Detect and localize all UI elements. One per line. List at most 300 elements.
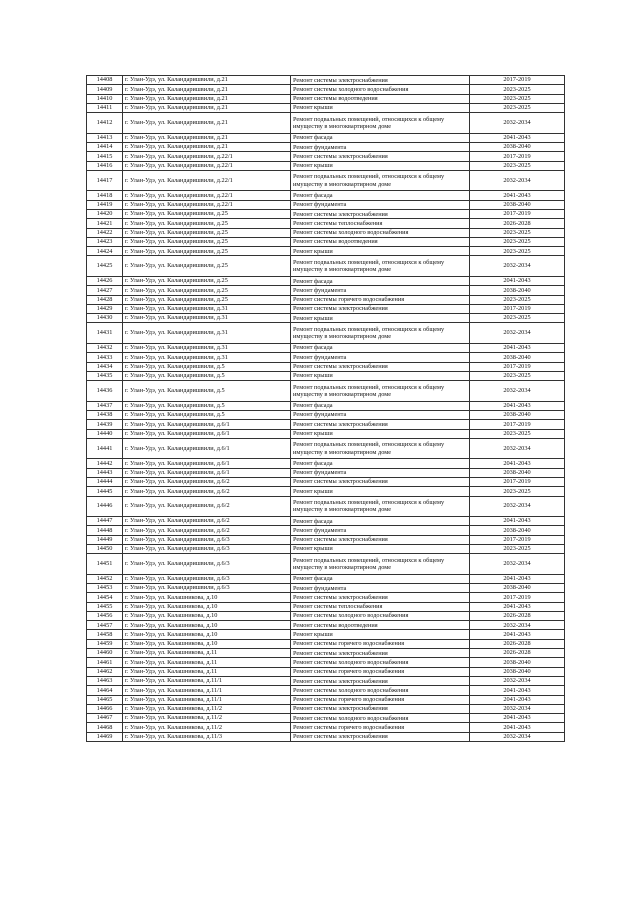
period-cell: 2041-2043	[470, 630, 565, 639]
period-cell: 2026-2028	[470, 649, 565, 658]
work-type-cell: Ремонт системы электроснабжения	[291, 362, 470, 371]
table-row	[87, 276, 565, 285]
address-cell: г. Улан-Удэ, ул. Каландаришвили, д.21	[123, 85, 291, 94]
table-row	[87, 468, 565, 477]
address-cell: г. Улан-Удэ, ул. Каландаришвили, д.6/2	[123, 496, 291, 517]
row-number-cell: 14464	[87, 686, 123, 695]
table-row	[87, 228, 565, 237]
table-row	[87, 535, 565, 544]
row-number-cell: 14454	[87, 593, 123, 602]
table-row	[87, 574, 565, 583]
row-number-cell: 14416	[87, 161, 123, 170]
table-body	[87, 76, 565, 742]
row-number-cell: 14431	[87, 323, 123, 344]
table-row	[87, 621, 565, 630]
address-cell: г. Улан-Удэ, ул. Каландаришвили, д.22/1	[123, 152, 291, 161]
period-cell: 2026-2028	[470, 639, 565, 648]
period-cell: 2032-2034	[470, 256, 565, 277]
row-number-cell: 14449	[87, 535, 123, 544]
work-type-cell: Ремонт крыши	[291, 103, 470, 112]
work-type-cell: Ремонт системы холодного водоснабжения	[291, 85, 470, 94]
row-number-cell: 14410	[87, 94, 123, 103]
work-type-cell: Ремонт фасада	[291, 517, 470, 526]
period-cell: 2017-2019	[470, 209, 565, 218]
work-type-cell: Ремонт системы электроснабжения	[291, 477, 470, 486]
table-row	[87, 191, 565, 200]
work-type-cell: Ремонт системы холодного водоснабжения	[291, 228, 470, 237]
row-number-cell: 14423	[87, 237, 123, 246]
table-row	[87, 133, 565, 142]
work-type-cell: Ремонт крыши	[291, 371, 470, 380]
period-cell: 2041-2043	[470, 695, 565, 704]
table-row	[87, 362, 565, 371]
table-row	[87, 219, 565, 228]
row-number-cell: 14444	[87, 477, 123, 486]
address-cell: г. Улан-Удэ, ул. Каландаришвили, д.6/3	[123, 535, 291, 544]
table-row	[87, 161, 565, 170]
work-type-cell: Ремонт системы электроснабжения	[291, 593, 470, 602]
address-cell: г. Улан-Удэ, ул. Каландаришвили, д.6/3	[123, 574, 291, 583]
address-cell: г. Улан-Удэ, ул. Калашникова, д.11/1	[123, 686, 291, 695]
row-number-cell: 14458	[87, 630, 123, 639]
work-type-cell: Ремонт системы холодного водоснабжения	[291, 686, 470, 695]
row-number-cell: 14426	[87, 276, 123, 285]
work-type-cell: Ремонт системы электроснабжения	[291, 676, 470, 685]
address-cell: г. Улан-Удэ, ул. Каландаришвили, д.21	[123, 133, 291, 142]
address-cell: г. Улан-Удэ, ул. Каландаришвили, д.6/3	[123, 544, 291, 553]
address-cell: г. Улан-Удэ, ул. Каландаришвили, д.5	[123, 371, 291, 380]
address-cell: г. Улан-Удэ, ул. Калашникова, д.10	[123, 639, 291, 648]
work-type-cell: Ремонт фундамента	[291, 200, 470, 209]
row-number-cell: 14438	[87, 410, 123, 419]
address-cell: г. Улан-Удэ, ул. Каландаришвили, д.25	[123, 219, 291, 228]
work-type-cell: Ремонт системы водоотведения	[291, 621, 470, 630]
work-type-cell: Ремонт крыши	[291, 630, 470, 639]
work-type-cell: Ремонт подвальных помещений, относящихся к общему имуществу в многоквартирном доме	[291, 256, 470, 277]
repair-schedule-table	[86, 75, 565, 742]
period-cell: 2038-2040	[470, 410, 565, 419]
period-cell: 2032-2034	[470, 496, 565, 517]
period-cell: 2041-2043	[470, 459, 565, 468]
row-number-cell: 14452	[87, 574, 123, 583]
address-cell: г. Улан-Удэ, ул. Каландаришвили, д.22/1	[123, 170, 291, 191]
table-row	[87, 401, 565, 410]
address-cell: г. Улан-Удэ, ул. Каландаришвили, д.6/1	[123, 459, 291, 468]
table-row	[87, 286, 565, 295]
row-number-cell: 14413	[87, 133, 123, 142]
table-row	[87, 247, 565, 256]
period-cell: 2032-2034	[470, 554, 565, 575]
period-cell: 2041-2043	[470, 723, 565, 732]
period-cell: 2023-2025	[470, 161, 565, 170]
table-row	[87, 658, 565, 667]
period-cell: 2041-2043	[470, 343, 565, 352]
period-cell: 2032-2034	[470, 170, 565, 191]
address-cell: г. Улан-Удэ, ул. Каландаришвили, д.21	[123, 103, 291, 112]
period-cell: 2041-2043	[470, 714, 565, 723]
work-type-cell: Ремонт фасада	[291, 459, 470, 468]
period-cell: 2017-2019	[470, 304, 565, 313]
table-row	[87, 170, 565, 191]
table-row	[87, 583, 565, 592]
work-type-cell: Ремонт крыши	[291, 429, 470, 438]
period-cell: 2017-2019	[470, 420, 565, 429]
work-type-cell: Ремонт крыши	[291, 487, 470, 496]
work-type-cell: Ремонт системы водоотведения	[291, 94, 470, 103]
period-cell: 2032-2034	[470, 676, 565, 685]
period-cell: 2023-2025	[470, 237, 565, 246]
table-row	[87, 496, 565, 517]
table-row	[87, 410, 565, 419]
row-number-cell: 14414	[87, 142, 123, 151]
address-cell: г. Улан-Удэ, ул. Каландаришвили, д.6/3	[123, 554, 291, 575]
work-type-cell: Ремонт фасада	[291, 574, 470, 583]
period-cell: 2017-2019	[470, 152, 565, 161]
address-cell: г. Улан-Удэ, ул. Каландаришвили, д.25	[123, 237, 291, 246]
address-cell: г. Улан-Удэ, ул. Калашникова, д.11/1	[123, 695, 291, 704]
address-cell: г. Улан-Удэ, ул. Каландаришвили, д.22/1	[123, 191, 291, 200]
row-number-cell: 14468	[87, 723, 123, 732]
row-number-cell: 14434	[87, 362, 123, 371]
table-row	[87, 113, 565, 134]
work-type-cell: Ремонт системы горячего водоснабжения	[291, 723, 470, 732]
row-number-cell: 14448	[87, 526, 123, 535]
table-row	[87, 695, 565, 704]
address-cell: г. Улан-Удэ, ул. Каландаришвили, д.5	[123, 381, 291, 402]
period-cell: 2038-2040	[470, 353, 565, 362]
address-cell: г. Улан-Удэ, ул. Каландаришвили, д.21	[123, 142, 291, 151]
address-cell: г. Улан-Удэ, ул. Калашникова, д.10	[123, 630, 291, 639]
period-cell: 2038-2040	[470, 667, 565, 676]
work-type-cell: Ремонт системы горячего водоснабжения	[291, 695, 470, 704]
work-type-cell: Ремонт подвальных помещений, относящихся к общему имуществу в многоквартирном доме	[291, 438, 470, 459]
work-type-cell: Ремонт системы теплоснабжения	[291, 219, 470, 228]
table-row	[87, 420, 565, 429]
period-cell: 2041-2043	[470, 401, 565, 410]
address-cell: г. Улан-Удэ, ул. Каландаришвили, д.5	[123, 401, 291, 410]
period-cell: 2041-2043	[470, 133, 565, 142]
address-cell: г. Улан-Удэ, ул. Калашникова, д.10	[123, 593, 291, 602]
row-number-cell: 14469	[87, 732, 123, 741]
table-row	[87, 381, 565, 402]
table-row	[87, 639, 565, 648]
period-cell: 2038-2040	[470, 526, 565, 535]
work-type-cell: Ремонт фасада	[291, 343, 470, 352]
period-cell: 2041-2043	[470, 574, 565, 583]
table-row	[87, 611, 565, 620]
period-cell: 2017-2019	[470, 477, 565, 486]
address-cell: г. Улан-Удэ, ул. Калашникова, д.10	[123, 602, 291, 611]
period-cell: 2017-2019	[470, 593, 565, 602]
address-cell: г. Улан-Удэ, ул. Каландаришвили, д.31	[123, 323, 291, 344]
table-row	[87, 630, 565, 639]
work-type-cell: Ремонт крыши	[291, 247, 470, 256]
address-cell: г. Улан-Удэ, ул. Калашникова, д.11/3	[123, 732, 291, 741]
row-number-cell: 14418	[87, 191, 123, 200]
work-type-cell: Ремонт системы горячего водоснабжения	[291, 639, 470, 648]
address-cell: г. Улан-Удэ, ул. Каландаришвили, д.5	[123, 410, 291, 419]
work-type-cell: Ремонт системы электроснабжения	[291, 209, 470, 218]
address-cell: г. Улан-Удэ, ул. Каландаришвили, д.25	[123, 228, 291, 237]
work-type-cell: Ремонт фундамента	[291, 286, 470, 295]
table-row	[87, 429, 565, 438]
table-row	[87, 704, 565, 713]
period-cell: 2032-2034	[470, 323, 565, 344]
work-type-cell: Ремонт системы электроснабжения	[291, 304, 470, 313]
row-number-cell: 14432	[87, 343, 123, 352]
period-cell: 2038-2040	[470, 468, 565, 477]
work-type-cell: Ремонт подвальных помещений, относящихся к общему имуществу в многоквартирном доме	[291, 323, 470, 344]
row-number-cell: 14460	[87, 649, 123, 658]
table-row	[87, 544, 565, 553]
period-cell: 2023-2025	[470, 247, 565, 256]
table-row	[87, 323, 565, 344]
work-type-cell: Ремонт фундамента	[291, 526, 470, 535]
row-number-cell: 14463	[87, 676, 123, 685]
address-cell: г. Улан-Удэ, ул. Каландаришвили, д.25	[123, 276, 291, 285]
period-cell: 2023-2025	[470, 85, 565, 94]
period-cell: 2038-2040	[470, 200, 565, 209]
period-cell: 2026-2028	[470, 611, 565, 620]
table-row	[87, 723, 565, 732]
work-type-cell: Ремонт системы электроснабжения	[291, 76, 470, 85]
table-row	[87, 517, 565, 526]
table-row	[87, 209, 565, 218]
work-type-cell: Ремонт системы электроснабжения	[291, 535, 470, 544]
period-cell: 2041-2043	[470, 602, 565, 611]
work-type-cell: Ремонт подвальных помещений, относящихся к общему имуществу в многоквартирном доме	[291, 381, 470, 402]
work-type-cell: Ремонт фундамента	[291, 468, 470, 477]
work-type-cell: Ремонт фундамента	[291, 142, 470, 151]
period-cell: 2038-2040	[470, 583, 565, 592]
table-row	[87, 94, 565, 103]
period-cell: 2023-2025	[470, 544, 565, 553]
row-number-cell: 14436	[87, 381, 123, 402]
table-row	[87, 314, 565, 323]
table-row	[87, 295, 565, 304]
address-cell: г. Улан-Удэ, ул. Калашникова, д.11	[123, 649, 291, 658]
row-number-cell: 14447	[87, 517, 123, 526]
row-number-cell: 14415	[87, 152, 123, 161]
address-cell: г. Улан-Удэ, ул. Калашникова, д.10	[123, 611, 291, 620]
row-number-cell: 14429	[87, 304, 123, 313]
row-number-cell: 14419	[87, 200, 123, 209]
address-cell: г. Улан-Удэ, ул. Калашникова, д.10	[123, 621, 291, 630]
table-row	[87, 526, 565, 535]
address-cell: г. Улан-Удэ, ул. Каландаришвили, д.6/1	[123, 468, 291, 477]
row-number-cell: 14445	[87, 487, 123, 496]
table-row	[87, 343, 565, 352]
table-row	[87, 371, 565, 380]
row-number-cell: 14461	[87, 658, 123, 667]
table-row	[87, 676, 565, 685]
address-cell: г. Улан-Удэ, ул. Каландаришвили, д.6/2	[123, 526, 291, 535]
work-type-cell: Ремонт системы электроснабжения	[291, 704, 470, 713]
table-row	[87, 459, 565, 468]
address-cell: г. Улан-Удэ, ул. Калашникова, д.11/1	[123, 676, 291, 685]
period-cell: 2023-2025	[470, 228, 565, 237]
period-cell: 2032-2034	[470, 704, 565, 713]
period-cell: 2023-2025	[470, 94, 565, 103]
address-cell: г. Улан-Удэ, ул. Каландаришвили, д.21	[123, 113, 291, 134]
address-cell: г. Улан-Удэ, ул. Каландаришвили, д.25	[123, 295, 291, 304]
row-number-cell: 14430	[87, 314, 123, 323]
work-type-cell: Ремонт системы электроснабжения	[291, 649, 470, 658]
row-number-cell: 14441	[87, 438, 123, 459]
table-row	[87, 438, 565, 459]
table-row	[87, 686, 565, 695]
work-type-cell: Ремонт системы горячего водоснабжения	[291, 667, 470, 676]
period-cell: 2017-2019	[470, 76, 565, 85]
row-number-cell: 14425	[87, 256, 123, 277]
address-cell: г. Улан-Удэ, ул. Калашникова, д.11	[123, 658, 291, 667]
row-number-cell: 14439	[87, 420, 123, 429]
work-type-cell: Ремонт фасада	[291, 191, 470, 200]
address-cell: г. Улан-Удэ, ул. Каландаришвили, д.25	[123, 247, 291, 256]
address-cell: г. Улан-Удэ, ул. Каландаришвили, д.6/2	[123, 477, 291, 486]
work-type-cell: Ремонт подвальных помещений, относящихся к общему имуществу в многоквартирном доме	[291, 113, 470, 134]
period-cell: 2023-2025	[470, 371, 565, 380]
work-type-cell: Ремонт системы холодного водоснабжения	[291, 611, 470, 620]
address-cell: г. Улан-Удэ, ул. Каландаришвили, д.31	[123, 314, 291, 323]
period-cell: 2032-2034	[470, 732, 565, 741]
work-type-cell: Ремонт системы теплоснабжения	[291, 602, 470, 611]
address-cell: г. Улан-Удэ, ул. Каландаришвили, д.21	[123, 76, 291, 85]
address-cell: г. Улан-Удэ, ул. Каландаришвили, д.5	[123, 362, 291, 371]
table-row	[87, 714, 565, 723]
row-number-cell: 14411	[87, 103, 123, 112]
work-type-cell: Ремонт системы холодного водоснабжения	[291, 714, 470, 723]
row-number-cell: 14466	[87, 704, 123, 713]
period-cell: 2032-2034	[470, 621, 565, 630]
table-row	[87, 256, 565, 277]
period-cell: 2017-2019	[470, 362, 565, 371]
row-number-cell: 14462	[87, 667, 123, 676]
address-cell: г. Улан-Удэ, ул. Каландаришвили, д.22/1	[123, 161, 291, 170]
address-cell: г. Улан-Удэ, ул. Каландаришвили, д.25	[123, 209, 291, 218]
row-number-cell: 14435	[87, 371, 123, 380]
table-row	[87, 593, 565, 602]
period-cell: 2041-2043	[470, 686, 565, 695]
period-cell: 2041-2043	[470, 191, 565, 200]
work-type-cell: Ремонт системы электроснабжения	[291, 732, 470, 741]
table-row	[87, 76, 565, 85]
work-type-cell: Ремонт фасада	[291, 133, 470, 142]
work-type-cell: Ремонт крыши	[291, 161, 470, 170]
table-row	[87, 200, 565, 209]
address-cell: г. Улан-Удэ, ул. Калашникова, д.11/2	[123, 723, 291, 732]
row-number-cell: 14450	[87, 544, 123, 553]
address-cell: г. Улан-Удэ, ул. Калашникова, д.11/2	[123, 714, 291, 723]
row-number-cell: 14428	[87, 295, 123, 304]
table-row	[87, 152, 565, 161]
work-type-cell: Ремонт подвальных помещений, относящихся к общему имуществу в многоквартирном доме	[291, 496, 470, 517]
work-type-cell: Ремонт подвальных помещений, относящихся к общему имуществу в многоквартирном доме	[291, 554, 470, 575]
work-type-cell: Ремонт системы холодного водоснабжения	[291, 658, 470, 667]
row-number-cell: 14422	[87, 228, 123, 237]
row-number-cell: 14442	[87, 459, 123, 468]
row-number-cell: 14457	[87, 621, 123, 630]
address-cell: г. Улан-Удэ, ул. Каландаришвили, д.25	[123, 286, 291, 295]
work-type-cell: Ремонт крыши	[291, 314, 470, 323]
row-number-cell: 14412	[87, 113, 123, 134]
table-row	[87, 237, 565, 246]
work-type-cell: Ремонт системы электроснабжения	[291, 152, 470, 161]
period-cell: 2032-2034	[470, 438, 565, 459]
row-number-cell: 14456	[87, 611, 123, 620]
row-number-cell: 14451	[87, 554, 123, 575]
row-number-cell: 14440	[87, 429, 123, 438]
address-cell: г. Улан-Удэ, ул. Каландаришвили, д.6/3	[123, 583, 291, 592]
row-number-cell: 14437	[87, 401, 123, 410]
row-number-cell: 14443	[87, 468, 123, 477]
row-number-cell: 14459	[87, 639, 123, 648]
address-cell: г. Улан-Удэ, ул. Каландаришвили, д.6/2	[123, 487, 291, 496]
address-cell: г. Улан-Удэ, ул. Каландаришвили, д.21	[123, 94, 291, 103]
row-number-cell: 14424	[87, 247, 123, 256]
table-row	[87, 353, 565, 362]
address-cell: г. Улан-Удэ, ул. Каландаришвили, д.25	[123, 256, 291, 277]
row-number-cell: 14453	[87, 583, 123, 592]
row-number-cell: 14433	[87, 353, 123, 362]
work-type-cell: Ремонт фасада	[291, 401, 470, 410]
address-cell: г. Улан-Удэ, ул. Калашникова, д.11/2	[123, 704, 291, 713]
period-cell: 2023-2025	[470, 314, 565, 323]
table-row	[87, 732, 565, 741]
period-cell: 2038-2040	[470, 142, 565, 151]
period-cell: 2026-2028	[470, 219, 565, 228]
work-type-cell: Ремонт фундамента	[291, 583, 470, 592]
work-type-cell: Ремонт системы электроснабжения	[291, 420, 470, 429]
work-type-cell: Ремонт фундамента	[291, 353, 470, 362]
period-cell: 2032-2034	[470, 381, 565, 402]
work-type-cell: Ремонт крыши	[291, 544, 470, 553]
row-number-cell: 14409	[87, 85, 123, 94]
address-cell: г. Улан-Удэ, ул. Каландаришвили, д.31	[123, 304, 291, 313]
table-row	[87, 142, 565, 151]
row-number-cell: 14420	[87, 209, 123, 218]
table-row	[87, 477, 565, 486]
table-row	[87, 554, 565, 575]
period-cell: 2023-2025	[470, 103, 565, 112]
work-type-cell: Ремонт фундамента	[291, 410, 470, 419]
address-cell: г. Улан-Удэ, ул. Каландаришвили, д.22/1	[123, 200, 291, 209]
address-cell: г. Улан-Удэ, ул. Каландаришвили, д.31	[123, 343, 291, 352]
period-cell: 2032-2034	[470, 113, 565, 134]
period-cell: 2023-2025	[470, 487, 565, 496]
row-number-cell: 14455	[87, 602, 123, 611]
row-number-cell: 14465	[87, 695, 123, 704]
table-row	[87, 85, 565, 94]
table-row	[87, 602, 565, 611]
row-number-cell: 14417	[87, 170, 123, 191]
address-cell: г. Улан-Удэ, ул. Каландаришвили, д.6/2	[123, 517, 291, 526]
table-row	[87, 649, 565, 658]
row-number-cell: 14421	[87, 219, 123, 228]
row-number-cell: 14408	[87, 76, 123, 85]
period-cell: 2041-2043	[470, 517, 565, 526]
period-cell: 2023-2025	[470, 295, 565, 304]
period-cell: 2023-2025	[470, 429, 565, 438]
period-cell: 2038-2040	[470, 286, 565, 295]
row-number-cell: 14467	[87, 714, 123, 723]
row-number-cell: 14446	[87, 496, 123, 517]
address-cell: г. Улан-Удэ, ул. Каландаришвили, д.31	[123, 353, 291, 362]
table-row	[87, 487, 565, 496]
table-row	[87, 667, 565, 676]
period-cell: 2041-2043	[470, 276, 565, 285]
work-type-cell: Ремонт фасада	[291, 276, 470, 285]
